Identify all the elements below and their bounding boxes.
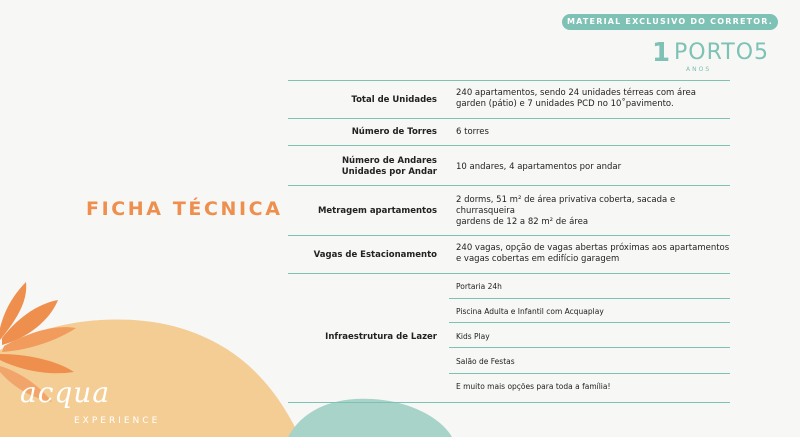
spec-label: Vagas de Estacionamento <box>313 250 437 260</box>
item-divider <box>449 322 730 323</box>
logo-number: 1 <box>652 38 671 68</box>
spec-label: Número de Andares Unidades por Andar <box>341 156 437 177</box>
page-title: FICHA TÉCNICA <box>86 198 283 220</box>
spec-value: 2 dorms, 51 m² de área privativa coberta, sacada e churrasqueira gardens de 12 a 82 m² de área <box>456 195 676 227</box>
row-divider <box>288 273 730 274</box>
spec-label: Metragem apartamentos <box>317 206 437 216</box>
porto5-logo <box>652 38 770 78</box>
logo-subtitle: ANOS <box>686 66 712 73</box>
leisure-item: Salão de Festas <box>456 357 515 366</box>
spec-label: Infraestrutura de Lazer <box>325 332 437 342</box>
spec-value: 10 andares, 4 apartamentos por andar <box>456 162 622 172</box>
row-divider <box>288 235 730 236</box>
row-divider <box>288 118 730 119</box>
spec-value: 6 torres <box>456 127 489 137</box>
teal-wave-shape <box>288 399 452 437</box>
brand-script: acqua <box>20 376 111 409</box>
spec-label: Total de Unidades <box>351 95 437 105</box>
item-divider <box>449 298 730 299</box>
item-divider <box>449 347 730 348</box>
row-divider <box>288 145 730 146</box>
acqua-experience-logo <box>18 378 218 434</box>
logo-name: PORTO5 <box>674 40 770 65</box>
exclusive-material-badge: MATERIAL EXCLUSIVO DO CORRETOR. <box>562 14 778 30</box>
row-divider <box>288 185 730 186</box>
leisure-item: E muito mais opções para toda a família! <box>456 382 611 391</box>
spec-label: Número de Torres <box>351 127 437 137</box>
spec-value: 240 vagas, opção de vagas abertas próximas aos apartamentos e vagas cobertas em edifício garagem <box>456 243 730 264</box>
leisure-item: Kids Play <box>456 332 490 341</box>
item-divider <box>449 373 730 374</box>
leisure-item: Portaria 24h <box>456 282 502 291</box>
spec-value: 240 apartamentos, sendo 24 unidades térreas com área garden (pátio) e 7 unidades PCD no 10˚pavimento. <box>456 88 696 109</box>
row-divider <box>288 80 730 81</box>
leisure-item: Piscina Adulta e Infantil com Acquaplay <box>456 307 604 316</box>
brand-subtitle: EXPERIENCE <box>74 416 161 426</box>
row-divider <box>288 402 730 403</box>
